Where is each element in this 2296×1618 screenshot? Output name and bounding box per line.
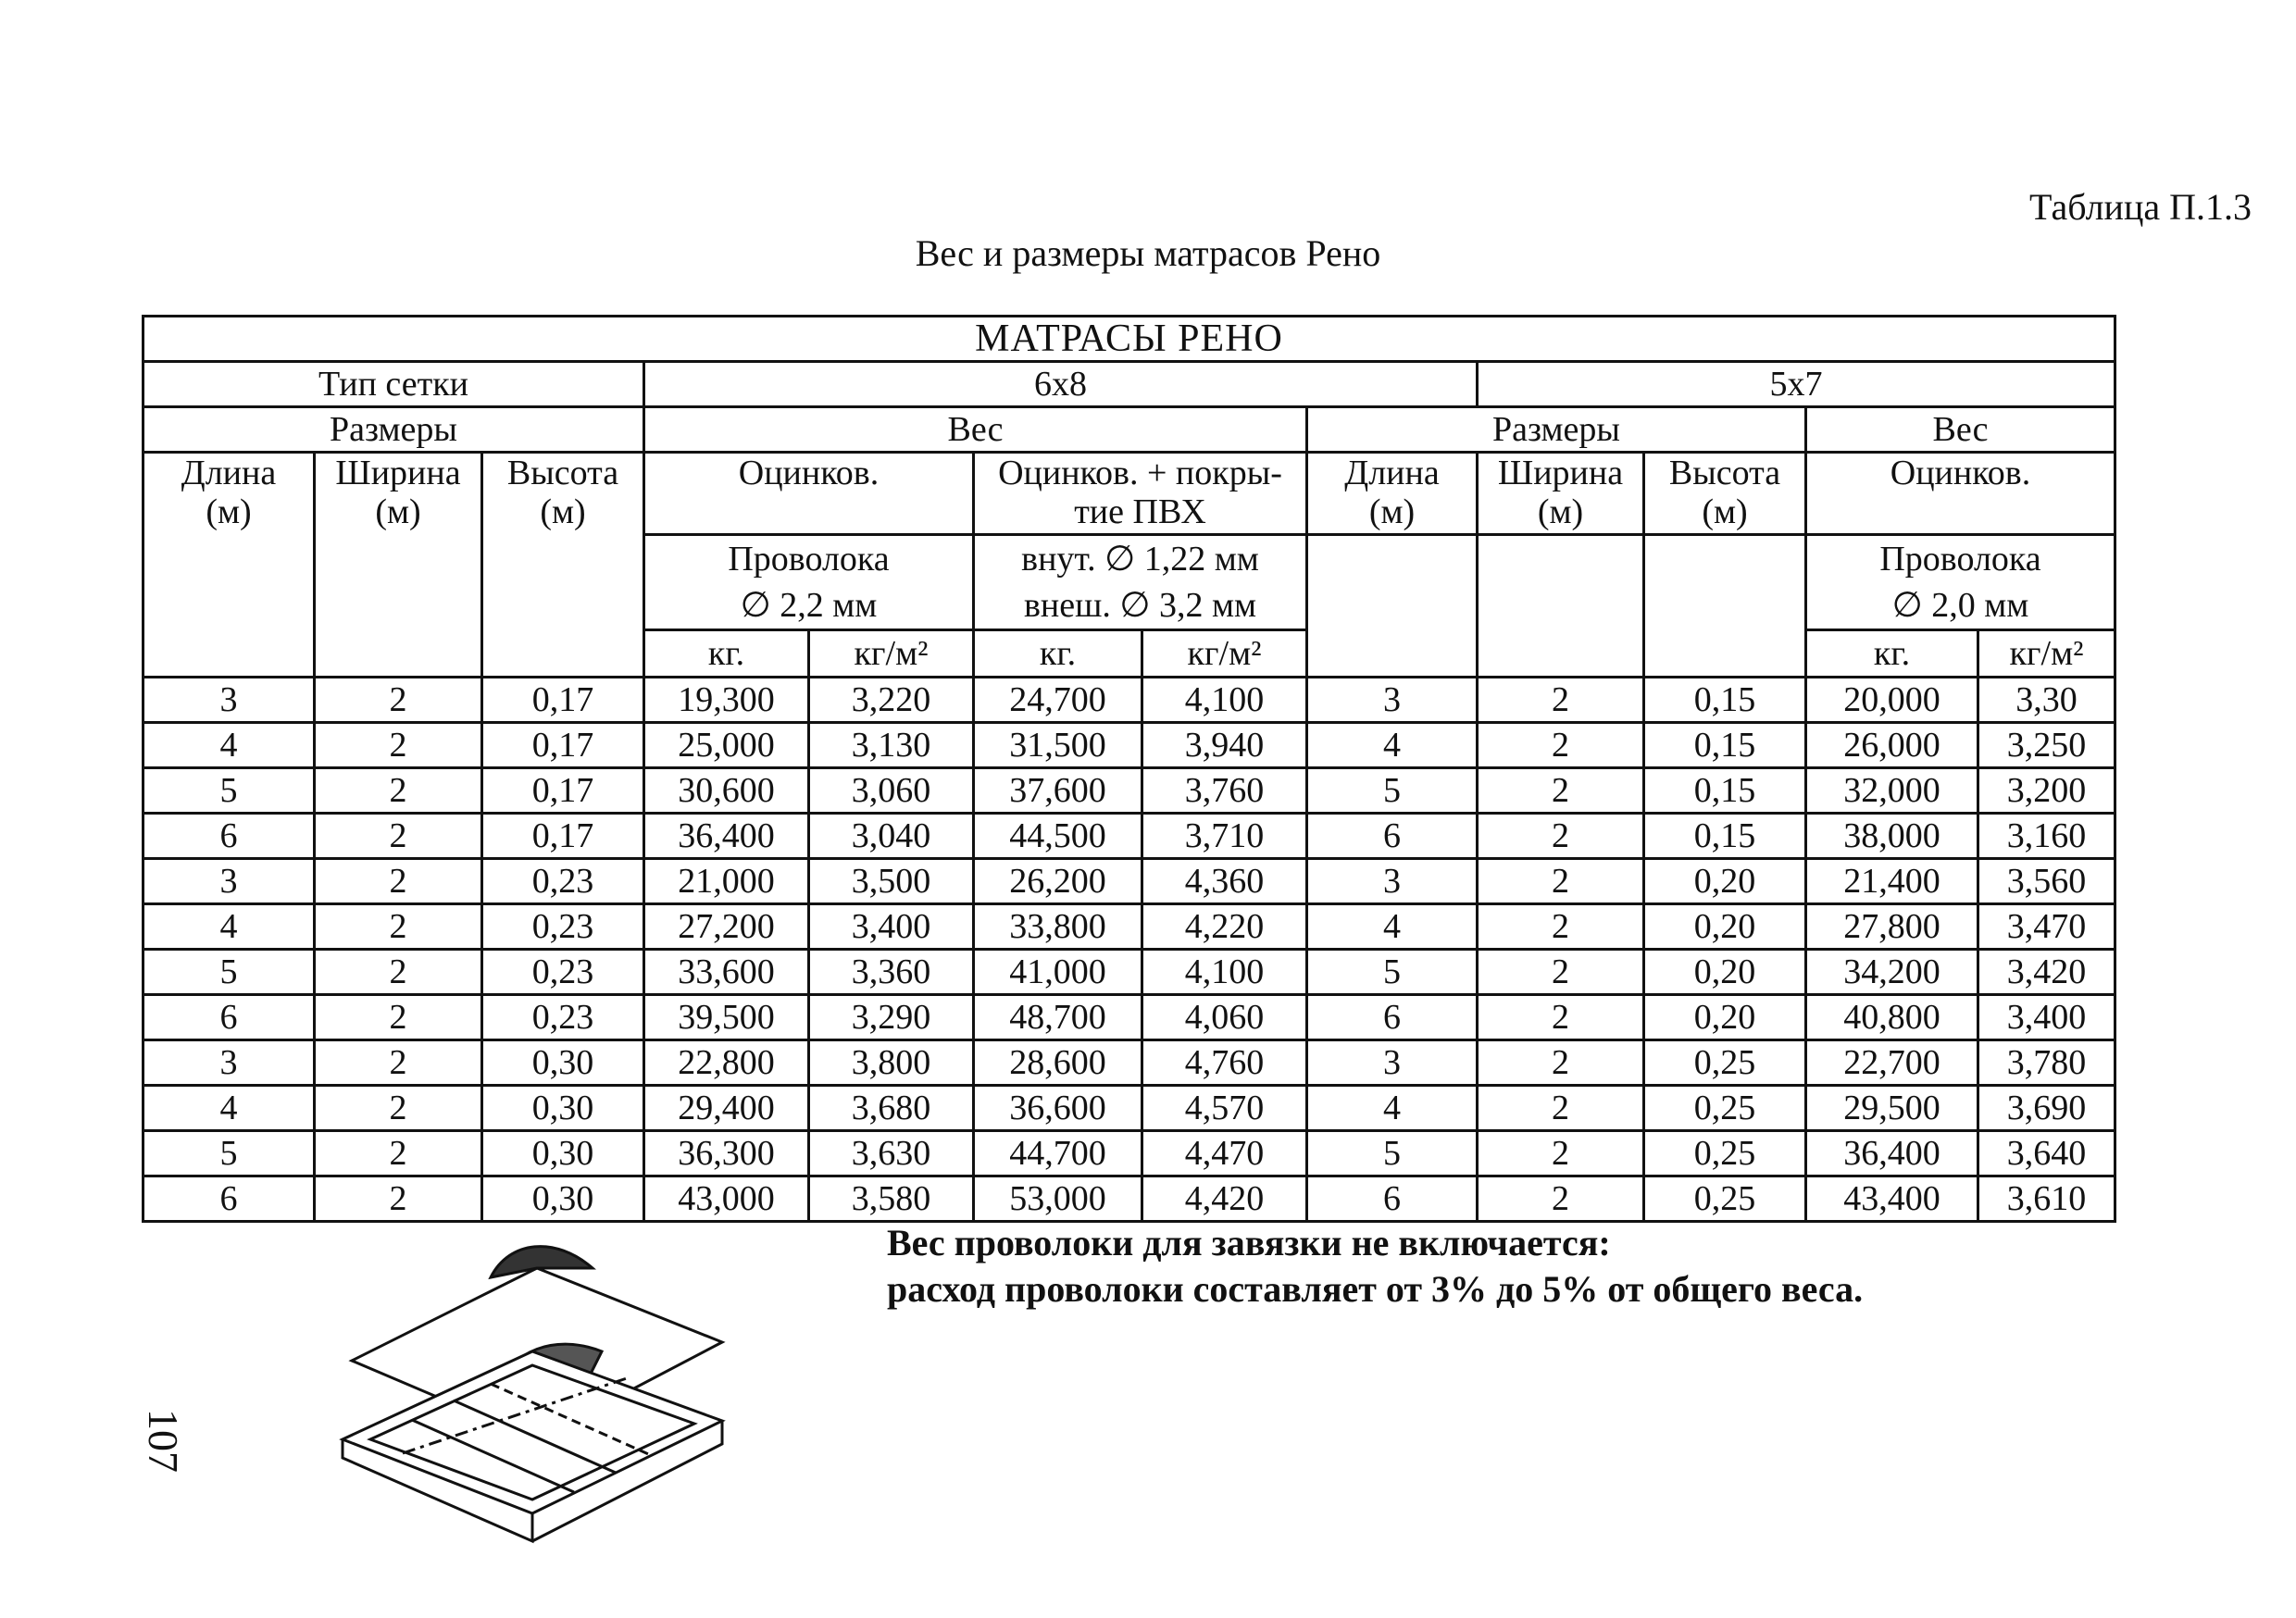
table-caption: Вес и размеры матрасов Рено (915, 232, 1381, 274)
table-cell: 25,000 (644, 723, 809, 768)
table-cell: 3 (144, 1040, 315, 1086)
table-cell: 0,20 (1644, 995, 1806, 1040)
note-line-1: Вес проволоки для завязки не включается: (887, 1222, 1611, 1263)
table-cell: 0,23 (482, 950, 644, 995)
table-cell: 3,130 (809, 723, 974, 768)
table-cell: 27,800 (1806, 904, 1978, 950)
mattress-drawing (324, 1222, 750, 1555)
table-cell: 29,400 (644, 1086, 809, 1131)
table-cell: 3,290 (809, 995, 974, 1040)
table-body (144, 678, 2115, 1222)
unit-kg: кг. (1806, 630, 1978, 678)
table-cell: 2 (315, 1086, 482, 1131)
galvanized-pvc-header-a: Оцинков. + покры- тие ПВХ (974, 453, 1307, 535)
table-cell: 2 (1478, 995, 1644, 1040)
table-cell: 5 (1307, 1131, 1478, 1176)
table-cell: 4 (144, 723, 315, 768)
table-cell: 5 (1307, 950, 1478, 995)
table-cell: 0,23 (482, 859, 644, 904)
table-cell: 0,15 (1644, 814, 1806, 859)
table-cell: 2 (315, 995, 482, 1040)
table-row (144, 995, 2115, 1040)
table-cell: 3,060 (809, 768, 974, 814)
table-cell: 3,360 (809, 950, 974, 995)
table-cell: 5 (144, 768, 315, 814)
table-cell: 6 (1307, 995, 1478, 1040)
table-row (144, 1176, 2115, 1222)
table-cell: 0,23 (482, 995, 644, 1040)
table-cell: 3,200 (1978, 768, 2115, 814)
table-cell: 3 (144, 859, 315, 904)
table-cell: 3 (1307, 1040, 1478, 1086)
table-cell: 3,160 (1978, 814, 2115, 859)
table-cell: 0,25 (1644, 1131, 1806, 1176)
table-cell: 0,25 (1644, 1086, 1806, 1131)
galvanized-header-a: Оцинков. (644, 453, 974, 535)
table-cell: 2 (1478, 1176, 1644, 1222)
table-cell: 4,220 (1142, 904, 1307, 950)
table-cell: 2 (315, 814, 482, 859)
table-cell: 3 (1307, 859, 1478, 904)
table-cell: 4 (144, 1086, 315, 1131)
table-cell: 29,500 (1806, 1086, 1978, 1131)
table-row (144, 904, 2115, 950)
table-cell: 0,20 (1644, 950, 1806, 995)
table-cell: 4,570 (1142, 1086, 1307, 1131)
width-header-a: Ширина (м) (315, 453, 482, 678)
table-cell: 3,940 (1142, 723, 1307, 768)
table-cell: 0,30 (482, 1086, 644, 1131)
table-cell: 3,400 (1978, 995, 2115, 1040)
table-cell: 41,000 (974, 950, 1142, 995)
mesh-b-header: 5х7 (1478, 362, 2115, 407)
table-row (144, 1086, 2115, 1131)
table-cell: 4 (1307, 1086, 1478, 1131)
table-cell: 2 (315, 1040, 482, 1086)
table-cell: 34,200 (1806, 950, 1978, 995)
table-cell: 4,100 (1142, 678, 1307, 723)
height-header-a: Высота (м) (482, 453, 644, 678)
table-cell: 3,760 (1142, 768, 1307, 814)
table-row (144, 678, 2115, 723)
table-cell: 44,500 (974, 814, 1142, 859)
table-cell: 4,360 (1142, 859, 1307, 904)
empty-cell (1478, 535, 1644, 678)
table-cell: 2 (1478, 723, 1644, 768)
table-cell: 4 (1307, 723, 1478, 768)
table-cell: 53,000 (974, 1176, 1142, 1222)
table-cell: 2 (1478, 904, 1644, 950)
table-cell: 0,15 (1644, 723, 1806, 768)
table-label: Таблица П.1.3 (2029, 186, 2252, 228)
table-cell: 3,690 (1978, 1086, 2115, 1131)
table-cell: 3,400 (809, 904, 974, 950)
table-cell: 0,25 (1644, 1040, 1806, 1086)
table-cell: 0,17 (482, 723, 644, 768)
sizes-header-b: Размеры (1307, 407, 1806, 453)
table-cell: 3,580 (809, 1176, 974, 1222)
table-cell: 3,710 (1142, 814, 1307, 859)
table-cell: 36,400 (644, 814, 809, 859)
unit-kg-m2: кг/м² (1978, 630, 2115, 678)
table-cell: 44,700 (974, 1131, 1142, 1176)
table-cell: 6 (1307, 1176, 1478, 1222)
table-row (144, 1040, 2115, 1086)
table-title: МАТРАСЫ РЕНО (144, 317, 2115, 362)
table-cell: 3,680 (809, 1086, 974, 1131)
weight-header-a: Вес (644, 407, 1307, 453)
table-cell: 27,200 (644, 904, 809, 950)
table-cell: 2 (1478, 859, 1644, 904)
table-row (144, 950, 2115, 995)
table-cell: 3,800 (809, 1040, 974, 1086)
table-cell: 0,20 (1644, 904, 1806, 950)
table-cell: 2 (1478, 768, 1644, 814)
unit-kg-m2: кг/м² (809, 630, 974, 678)
table-cell: 40,800 (1806, 995, 1978, 1040)
table-cell: 3,630 (809, 1131, 974, 1176)
length-header-a: Длина (м) (144, 453, 315, 678)
table-cell: 2 (315, 950, 482, 995)
table-cell: 2 (1478, 1086, 1644, 1131)
table-cell: 3,780 (1978, 1040, 2115, 1086)
table-cell: 4 (1307, 904, 1478, 950)
height-header-b: Высота (м) (1644, 453, 1806, 535)
table-cell: 36,400 (1806, 1131, 1978, 1176)
table-cell: 2 (315, 904, 482, 950)
table-row (144, 768, 2115, 814)
table-cell: 3,500 (809, 859, 974, 904)
table-cell: 30,600 (644, 768, 809, 814)
table-cell: 2 (315, 1176, 482, 1222)
table-cell: 6 (1307, 814, 1478, 859)
table-cell: 2 (1478, 950, 1644, 995)
sizes-header-a: Размеры (144, 407, 644, 453)
wire-diameter-a-pvc: внут. ∅ 1,22 мм внеш. ∅ 3,2 мм (974, 535, 1307, 630)
table-cell: 22,700 (1806, 1040, 1978, 1086)
table-cell: 3,420 (1978, 950, 2115, 995)
table-row (144, 723, 2115, 768)
empty-cell (1644, 535, 1806, 678)
table-cell: 0,30 (482, 1131, 644, 1176)
unit-kg-m2: кг/м² (1142, 630, 1307, 678)
empty-cell (1307, 535, 1478, 678)
table-cell: 2 (315, 768, 482, 814)
table-cell: 6 (144, 1176, 315, 1222)
table-cell: 43,400 (1806, 1176, 1978, 1222)
table-cell: 3,220 (809, 678, 974, 723)
table-cell: 3,610 (1978, 1176, 2115, 1222)
table-row (144, 1131, 2115, 1176)
mesh-type-label: Тип сетки (144, 362, 644, 407)
table-cell: 36,600 (974, 1086, 1142, 1131)
wire-diameter-a: Проволока ∅ 2,2 мм (644, 535, 974, 630)
table-cell: 3,640 (1978, 1131, 2115, 1176)
table-cell: 4,420 (1142, 1176, 1307, 1222)
table-cell: 2 (1478, 1131, 1644, 1176)
note (887, 1220, 1863, 1313)
table-cell: 3,250 (1978, 723, 2115, 768)
table-cell: 24,700 (974, 678, 1142, 723)
table-cell: 3,470 (1978, 904, 2115, 950)
table-cell: 6 (144, 814, 315, 859)
table-cell: 2 (1478, 814, 1644, 859)
table-cell: 39,500 (644, 995, 809, 1040)
table-cell: 0,17 (482, 678, 644, 723)
table-cell: 22,800 (644, 1040, 809, 1086)
table-row (144, 814, 2115, 859)
table-cell: 4,470 (1142, 1131, 1307, 1176)
table-cell: 5 (144, 1131, 315, 1176)
table-cell: 48,700 (974, 995, 1142, 1040)
table-cell: 21,000 (644, 859, 809, 904)
table-cell: 4,100 (1142, 950, 1307, 995)
page-number: 107 (140, 1409, 187, 1473)
table-cell: 3 (1307, 678, 1478, 723)
table-cell: 0,30 (482, 1040, 644, 1086)
table-cell: 4,760 (1142, 1040, 1307, 1086)
table-cell: 20,000 (1806, 678, 1978, 723)
table-cell: 26,000 (1806, 723, 1978, 768)
table-cell: 19,300 (644, 678, 809, 723)
table-cell: 0,17 (482, 814, 644, 859)
galvanized-header-b: Оцинков. (1806, 453, 2115, 535)
length-header-b: Длина (м) (1307, 453, 1478, 535)
table-cell: 3,30 (1978, 678, 2115, 723)
table-cell: 38,000 (1806, 814, 1978, 859)
wire-diameter-b: Проволока ∅ 2,0 мм (1806, 535, 2115, 630)
table-cell: 28,600 (974, 1040, 1142, 1086)
table-cell: 2 (315, 859, 482, 904)
table-cell: 33,600 (644, 950, 809, 995)
reno-mattress-table (142, 315, 2116, 1223)
weight-header-b: Вес (1806, 407, 2115, 453)
table-cell: 0,25 (1644, 1176, 1806, 1222)
unit-kg: кг. (974, 630, 1142, 678)
table-cell: 2 (315, 1131, 482, 1176)
table-cell: 2 (1478, 678, 1644, 723)
table-cell: 4,060 (1142, 995, 1307, 1040)
table-cell: 43,000 (644, 1176, 809, 1222)
table-cell: 5 (1307, 768, 1478, 814)
table-cell: 21,400 (1806, 859, 1978, 904)
mesh-a-header: 6х8 (644, 362, 1478, 407)
table-cell: 36,300 (644, 1131, 809, 1176)
table-cell: 5 (144, 950, 315, 995)
table-cell: 4 (144, 904, 315, 950)
table-cell: 0,15 (1644, 678, 1806, 723)
table-cell: 26,200 (974, 859, 1142, 904)
table-cell: 3,560 (1978, 859, 2115, 904)
unit-kg: кг. (644, 630, 809, 678)
width-header-b: Ширина (м) (1478, 453, 1644, 535)
table-cell: 0,17 (482, 768, 644, 814)
table-cell: 0,20 (1644, 859, 1806, 904)
table-cell: 33,800 (974, 904, 1142, 950)
table-cell: 3,040 (809, 814, 974, 859)
table-cell: 2 (315, 723, 482, 768)
table-cell: 37,600 (974, 768, 1142, 814)
table-cell: 31,500 (974, 723, 1142, 768)
table-cell: 3 (144, 678, 315, 723)
note-line-2: расход проволоки составляет от 3% до 5% от общего веса. (887, 1268, 1864, 1310)
table-cell: 0,23 (482, 904, 644, 950)
table-cell: 6 (144, 995, 315, 1040)
table-cell: 2 (315, 678, 482, 723)
table-cell: 0,30 (482, 1176, 644, 1222)
table-cell: 2 (1478, 1040, 1644, 1086)
reno-mattress-icon (343, 1247, 722, 1541)
table-row (144, 859, 2115, 904)
table-cell: 0,15 (1644, 768, 1806, 814)
table-cell: 32,000 (1806, 768, 1978, 814)
